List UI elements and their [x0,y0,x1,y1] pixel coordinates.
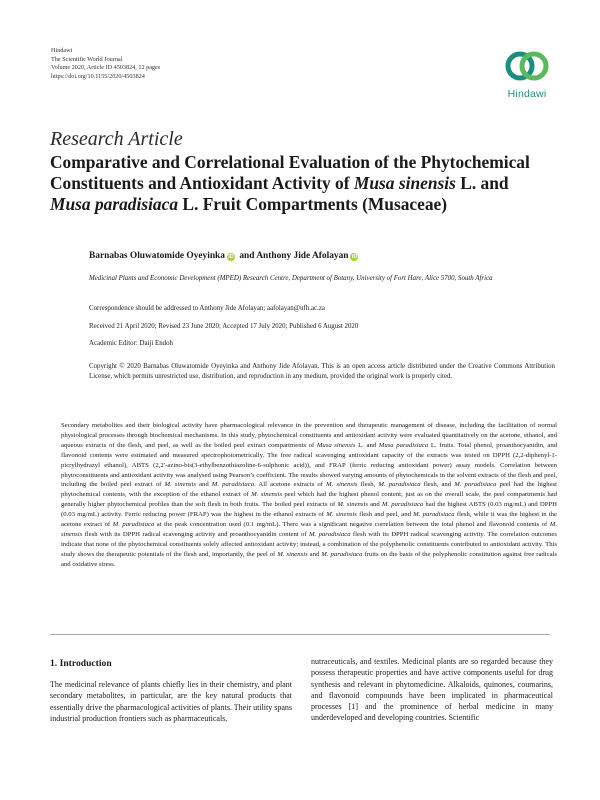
abstract: Secondary metabolites and their biological activity have pharmacological relevance in the prevention and therapeutic management of disease, including the facilitation of normal physiological processes through biochemical mechanisms. In this study, phytochemical constituents and antioxidant activity were evaluated quantitatively on the acetone, ethanol, and aqueous extracts of the flesh, and peel, as well as the boiled peel extract compartments of Musa sinensis L. and Musa paradisiaca L. fruits. Total phenol, proanthocyanidin, and flavonoid contents were estimated and measured spectrophotometrically. The free radical scavenging antioxidant capacity of the extracts was tested on DPPH (2,2-diphenyl-1-picrylhydrazyl ethanol), ABTS (2,2′-azino-bis(3-ethylbenzothiazoline-6-sulphonic acid)), and FRAP (ferric reducing antioxidant power) assay models. Correlation between phytoconstituents and antioxidant activity was analysed using Pearson’s coefficient. The results showed varying amounts of phytochemicals in the solvent extracts of the flesh and peel, including the boiled peel extract of M. sinensis and M. paradisiaca. All acetone extracts of M. sinensis flesh, M. paradisiaca flesh, and M. paradisiaca peel had the highest phytochemical contents, with the exception of the ethanol extract of M. sinensis peel which had the highest phenol content; just as on the overall scale, the peel compartments had generally higher phytochemical profiles than the soft flesh in both fruits. The boiled peel extracts of M. sinensis and M. paradisiaca had the highest ABTS (0.03 mg/mL) and DPPH (0.03 mg/mL) activity. Ferric reducing power (FRAP) was the highest in the ethanol extracts of M. sinensis flesh and peel, and M. paradisiaca flesh, while it was the highest in the acetone extract of M. paradisiaca at the peak concentration used (0.1 mg/mL). There was a significant negative correlation between the total phenol and flavonoid contents of M. sinensis flesh with its DPPH radical scavenging activity and proanthocyanidin content of M. paradisiaca flesh with its DPPH radical scavenging activity. The correlation outcomes indicate that none of the phytochemical constituents solely affected antioxidant activity; instead, a combination of the polyphenolic constituents contributed to antioxidant activity. This study shows the therapeutic potentials of the flesh and, importantly, the peel of M. sinensis and M. paradisiaca fruits on the basis of the polyphenolic constitution against free radicals and oxidative stress. [61,422,558,568]
paper-title: Comparative and Correlational Evaluation of the Phytochemical Constituents and Antioxidant Activity of Musa sinensis L. and Musa paradisiaca L. Fruit Compartments (Musaceae) [50,152,530,214]
hindawi-logo-icon [505,50,549,82]
logo-text: Hindawi [507,88,547,100]
hindawi-logo [497,50,557,100]
body-column-right: nutraceuticals, and textiles. Medicinal plants are so regarded because they possess therapeutic properties and have active components useful for drug synthesis and relevant in phytomedicine. Alkaloids, quinones, coumarins, and flavonoid compounds have been implicated in pharmaceutical processes [1] and the prominence of herbal medicine in many underdeveloped and developing countries. Scientific [311,657,553,723]
doi-link[interactable]: https://doi.org/10.1155/2020/4503824 [51,72,145,80]
journal-meta [51,47,160,81]
section-divider [50,634,550,635]
author-name: Anthony Jide Afolayan [256,251,349,261]
volume-info: Volume 2020, Article ID 4503824, 12 pages [51,64,161,72]
section-heading: 1. Introduction [50,658,112,669]
affiliation: Medicinal Plants and Economic Development (MPED) Research Centre, Department of Botany, University of Fort Hare, Alice 5700, South Africa [89,275,493,282]
body-column-left: The medicinal relevance of plants chiefly lies in their chemistry, and plant secondary metabolites, in particular, are the key natural products that essentially drive the pharmacological activities of plants. Their utility spans industrial production frontiers such as pharmaceuticals, [50,680,293,723]
copyright-notice: Copyright © 2020 Barnabas Oluwatomide Oyeyinka and Anthony Jide Afolayan. This is an open access article distributed under the Creative Commons Attribution License, which permits unrestricted use, distribution, and reproduction in any medium, provided the original work is properly cited. [89,363,555,380]
author-connector: and [239,251,255,261]
author-list [89,251,360,261]
correspondence: Correspondence should be addressed to Anthony Jide Afolayan; aafolayan@ufh.ac.za [89,305,325,312]
author-name: Barnabas Oluwatomide Oyeyinka [89,251,225,261]
orcid-icon[interactable]: iD [351,254,358,260]
article-type: Research Article [50,128,183,150]
academic-editor: Academic Editor: Daiji Endoh [89,340,174,347]
orcid-icon[interactable]: iD [228,254,234,260]
article-dates: Received 21 April 2020; Revised 23 June 2020; Accepted 17 July 2020; Published 6 August 2020 [89,323,359,330]
publisher-name: Hindawi [51,47,73,54]
journal-name: The Scientific World Journal [51,55,123,63]
